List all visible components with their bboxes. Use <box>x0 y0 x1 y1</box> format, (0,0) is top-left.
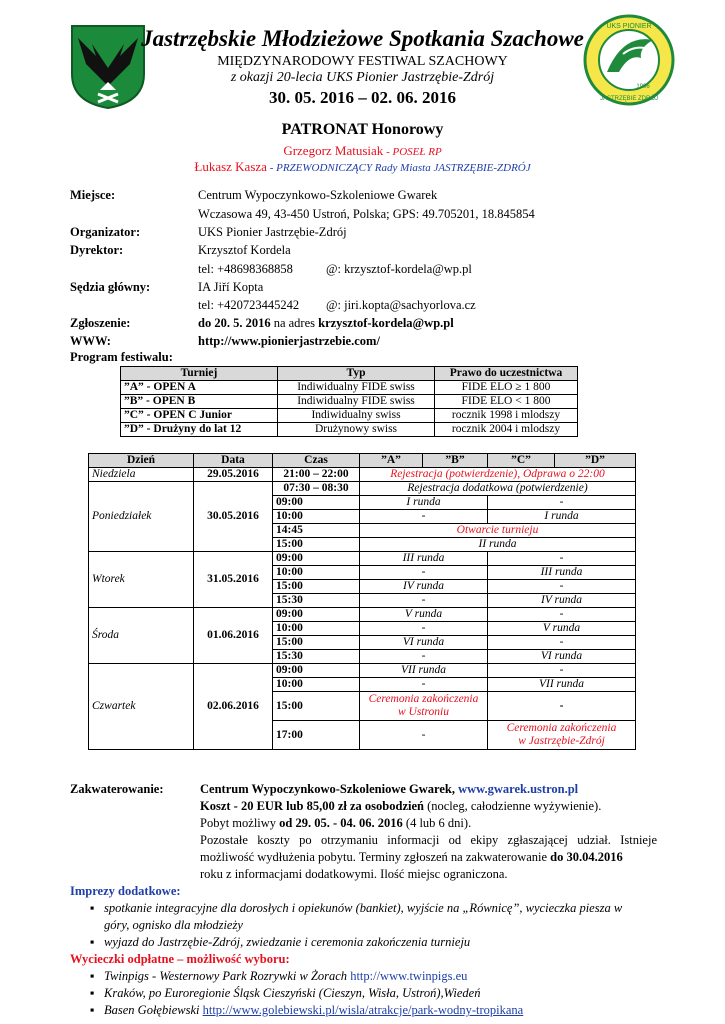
www-label: WWW: <box>70 334 111 348</box>
patron-2-role: - PRZEWODNICZĄCY Rady Miasta JASTRZĘBIE-ZDRÓJ <box>266 162 531 174</box>
extras-item-2: ▪ wyjazd do Jastrzębie-Zdrój, zwiedzanie i ceremonia zakończenia turnieju <box>104 935 470 950</box>
tournament-name: ”D” - Drużyny do lat 12 <box>121 423 278 437</box>
place-label: Miejsce: <box>70 188 116 202</box>
tournament-name: ”B” - OPEN B <box>121 395 278 409</box>
schedule-round-cd: VI runda <box>488 650 636 664</box>
judge-label: Sędzia główny: <box>70 280 151 294</box>
extras-heading: Imprezy dodatkowe: <box>70 884 181 898</box>
patronage-heading: PATRONAT Honorowy <box>281 121 444 138</box>
place-line-1: Centrum Wypoczynkowo-Szkoleniowe Gwarek <box>198 188 438 202</box>
schedule-time: 15:00 <box>273 692 360 721</box>
trip-item-3 <box>104 1003 523 1018</box>
schedule-date: 30.05.2016 <box>194 482 273 552</box>
accommodation-stay <box>200 816 471 831</box>
schedule-time: 07:30 – 08:30 <box>273 482 360 496</box>
tournament-type: Indiwidualny FIDE swiss <box>278 395 435 409</box>
schedule-round-ab: - <box>360 510 488 524</box>
place-line-2: Wczasowa 49, 43-450 Ustroń, Polska; GPS: 49.705201, 18.845854 <box>198 207 535 221</box>
patron-1-name: Grzegorz Matusiak <box>283 143 384 158</box>
page-title: Jastrzębskie Młodzieżowe Spotkania Szachowe <box>141 26 584 51</box>
tournament-name: ”A” - OPEN A <box>121 381 278 395</box>
patron-2-name: Łukasz Kasza <box>194 159 267 174</box>
extras-item-1-cont: góry, ognisko dla młodzieży <box>104 918 243 932</box>
schedule-day: Niedziela <box>89 468 194 482</box>
schedule-header-row <box>89 454 636 468</box>
schedule-round-cd: VII runda <box>488 678 636 692</box>
registration-mid: na adres <box>270 316 319 330</box>
program-label: Program festiwalu: <box>70 350 173 364</box>
schedule-round-cd: - <box>488 636 636 650</box>
tournament-eligibility: rocznik 1998 i mlodszy <box>435 409 578 423</box>
trip-3-text: Basen Gołębiewski <box>104 1003 203 1017</box>
schedule-round-ab: VI runda <box>360 636 488 650</box>
schedule-round-cd: III runda <box>488 566 636 580</box>
trip-item-1 <box>104 969 467 984</box>
schedule-header: Data <box>194 454 273 468</box>
festival-dates: 30. 05. 2016 – 02. 06. 2016 <box>269 88 456 107</box>
tournaments-header-row <box>121 367 578 381</box>
patron-1-role: - POSEŁ RP <box>383 146 442 158</box>
patron-2 <box>0 159 725 175</box>
accommodation-place-name: Centrum Wypoczynkowo-Szkoleniowe Gwarek, <box>200 782 459 796</box>
schedule-round-cd: - <box>488 692 636 721</box>
schedule-round-ab: IV runda <box>360 580 488 594</box>
schedule-header: Czas <box>273 454 360 468</box>
schedule-round-ab: - <box>360 594 488 608</box>
schedule-round-ab: VII runda <box>360 664 488 678</box>
schedule-date: 31.05.2016 <box>194 552 273 608</box>
tournaments-header: Prawo do uczestnictwa <box>435 367 578 381</box>
judge-name: IA Jiří Kopta <box>198 280 264 294</box>
www-link[interactable]: http://www.pionierjastrzebie.com/ <box>198 334 380 348</box>
schedule-event: Rejestracja (potwierdzenie), Odprawa o 22:00 <box>360 468 636 482</box>
schedule-date: 02.06.2016 <box>194 664 273 750</box>
schedule-time: 15:00 <box>273 538 360 552</box>
schedule-date: 01.06.2016 <box>194 608 273 664</box>
organizer-label: Organizator: <box>70 225 141 239</box>
trips-heading: Wycieczki odpłatne – możliwość wyboru: <box>70 952 290 966</box>
tournament-eligibility: rocznik 2004 i mlodszy <box>435 423 578 437</box>
judge-email: @: jiri.kopta@sachyorlova.cz <box>326 298 476 312</box>
schedule-round-cd: V runda <box>488 622 636 636</box>
table-row <box>89 608 636 622</box>
registration-label: Zgłoszenie: <box>70 316 131 330</box>
schedule-time: 09:00 <box>273 608 360 622</box>
table-row <box>89 482 636 496</box>
director-name: Krzysztof Kordela <box>198 243 291 257</box>
schedule-round-ab: - <box>360 566 488 580</box>
accommodation-link[interactable]: www.gwarek.ustron.pl <box>458 782 579 796</box>
schedule-day: Poniedziałek <box>89 482 194 552</box>
logo-year: 1996 <box>636 84 650 90</box>
schedule-header: ”A” <box>360 454 423 468</box>
organizer-value: UKS Pionier Jastrzębie-Zdrój <box>198 225 347 239</box>
logo-text-top: UKS PIONIER <box>606 23 652 30</box>
schedule-time: 10:00 <box>273 622 360 636</box>
schedule-round-cd: - <box>488 552 636 566</box>
tournaments-header: Typ <box>278 367 435 381</box>
trip-3-link[interactable]: http://www.golebiewski.pl/wisla/atrakcje/park-wodny-tropikana <box>202 1003 524 1017</box>
table-row <box>121 381 578 395</box>
patron-1 <box>0 143 725 159</box>
schedule-header: ”C” <box>488 454 555 468</box>
schedule-round-ab: V runda <box>360 608 488 622</box>
schedule-event: II runda <box>360 538 636 552</box>
schedule-round-ab: - <box>360 721 488 750</box>
ceremony-ustron-line-2: w Ustroniu <box>397 706 449 718</box>
schedule-time: 10:00 <box>273 510 360 524</box>
tournament-type: Drużynowy swiss <box>278 423 435 437</box>
schedule-round-cd: - <box>488 580 636 594</box>
schedule-header: ”B” <box>423 454 488 468</box>
schedule-round-ab: III runda <box>360 552 488 566</box>
schedule-time: 10:00 <box>273 678 360 692</box>
occasion-line: z okazji 20-lecia UKS Pionier Jastrzębie-Zdrój <box>230 70 495 85</box>
schedule-event: Rejestracja dodatkowa (potwierdzenie) <box>360 482 636 496</box>
schedule-day: Czwartek <box>89 664 194 750</box>
extras-item-1: ▪ spotkanie integracyjne dla dorosłych i opiekunów (bankiet), wyjście na „Równicę”, wycieczka piesza w <box>104 901 622 916</box>
accommodation-cost-rest: (nocleg, całodzienne wyżywienie). <box>423 799 602 813</box>
director-label: Dyrektor: <box>70 243 124 257</box>
schedule-header: Dzień <box>89 454 194 468</box>
schedule-time: 15:00 <box>273 580 360 594</box>
registration-date: do 20. 5. 2016 <box>198 316 271 330</box>
table-row <box>89 468 636 482</box>
registration-value <box>198 316 454 331</box>
accommodation-stay-post: (4 lub 6 dni). <box>402 816 472 830</box>
schedule-table <box>88 453 636 750</box>
logo-text-bottom: JASTRZĘBIE ZDRÓJ <box>599 96 659 102</box>
accommodation-other-2-text: możliwość wydłużenia pobytu. Terminy zgłoszeń na zakwaterowanie <box>200 850 551 864</box>
tournament-eligibility: FIDE ELO ≥ 1 800 <box>435 381 578 395</box>
ceremony-jastrzebie-line-2: w Jastrzębie-Zdrój <box>518 735 605 747</box>
schedule-time: 15:30 <box>273 594 360 608</box>
schedule-event: Otwarcie turnieju <box>360 524 636 538</box>
accommodation-stay-pre: Pobyt możliwy <box>200 816 280 830</box>
schedule-time: 15:00 <box>273 636 360 650</box>
schedule-round-ab: - <box>360 622 488 636</box>
schedule-time: 09:00 <box>273 664 360 678</box>
ceremony-jastrzebie-line-1: Ceremonia zakończenia <box>506 722 617 734</box>
tournament-eligibility: FIDE ELO < 1 800 <box>435 395 578 409</box>
schedule-round-cd: IV runda <box>488 594 636 608</box>
ceremony-ustron-line-1: Ceremonia zakończenia <box>368 693 479 705</box>
accommodation-other-3: roku z informacjami dodatkowymi. Ilość miejsc ograniczona. <box>200 867 508 881</box>
schedule-time: 21:00 – 22:00 <box>273 468 360 482</box>
director-tel: tel: +48698368858 <box>198 262 293 276</box>
registration-email[interactable]: krzysztof-kordela@wp.pl <box>318 316 454 330</box>
schedule-round-cd: - <box>488 664 636 678</box>
schedule-time: 09:00 <box>273 496 360 510</box>
tournaments-table <box>120 366 578 437</box>
table-row <box>121 409 578 423</box>
tournament-type: Indiwidualny swiss <box>278 409 435 423</box>
trip-item-2: ▪ Kraków, po Euroregionie Śląsk Cieszyński (Cieszyn, Wisła, Ustroń),Wiedeń <box>104 986 480 1001</box>
schedule-time: 15:30 <box>273 650 360 664</box>
tournament-type: Indiwidualny FIDE swiss <box>278 381 435 395</box>
trip-1-text: Twinpigs - Westernowy Park Rozrywki w Żorach <box>104 969 351 983</box>
accommodation-cost <box>200 799 601 814</box>
table-row <box>89 552 636 566</box>
accommodation-other-1: Pozostałe koszty po otrzymaniu informacji od ekipy zgłaszającej udział. Istnieje <box>200 833 657 847</box>
festival-subtitle: MIĘDZYNARODOWY FESTIWAL SZACHOWY <box>217 54 508 69</box>
schedule-date: 29.05.2016 <box>194 468 273 482</box>
schedule-round-ab <box>360 692 488 721</box>
accommodation-label: Zakwaterowanie: <box>70 782 164 796</box>
schedule-time: 17:00 <box>273 721 360 750</box>
table-row <box>121 423 578 437</box>
schedule-time: 14:45 <box>273 524 360 538</box>
table-row <box>89 664 636 678</box>
accommodation-deadline: do 30.04.2016 <box>550 850 623 864</box>
schedule-round-cd: - <box>488 608 636 622</box>
schedule-day: Środa <box>89 608 194 664</box>
schedule-round-cd <box>488 721 636 750</box>
schedule-time: 09:00 <box>273 552 360 566</box>
schedule-time: 10:00 <box>273 566 360 580</box>
schedule-round-ab: - <box>360 678 488 692</box>
table-row <box>121 395 578 409</box>
schedule-round-ab: I runda <box>360 496 488 510</box>
trip-1-link[interactable]: http://www.twinpigs.eu <box>350 969 468 983</box>
accommodation-other-2 <box>200 850 623 865</box>
accommodation-cost-bold: Koszt - 20 EUR lub 85,00 zł za osobodzień <box>200 799 424 813</box>
tournaments-header: Turniej <box>121 367 278 381</box>
schedule-day: Wtorek <box>89 552 194 608</box>
accommodation-place <box>200 782 578 797</box>
judge-tel: tel: +420723445242 <box>198 298 300 312</box>
schedule-round-cd: I runda <box>488 510 636 524</box>
schedule-header: ”D” <box>555 454 636 468</box>
director-email: @: krzysztof-kordela@wp.pl <box>326 262 472 276</box>
schedule-round-ab: - <box>360 650 488 664</box>
accommodation-stay-dates: od 29. 05. - 04. 06. 2016 <box>279 816 403 830</box>
schedule-round-cd: - <box>488 496 636 510</box>
tournament-name: ”C” - OPEN C Junior <box>121 409 278 423</box>
